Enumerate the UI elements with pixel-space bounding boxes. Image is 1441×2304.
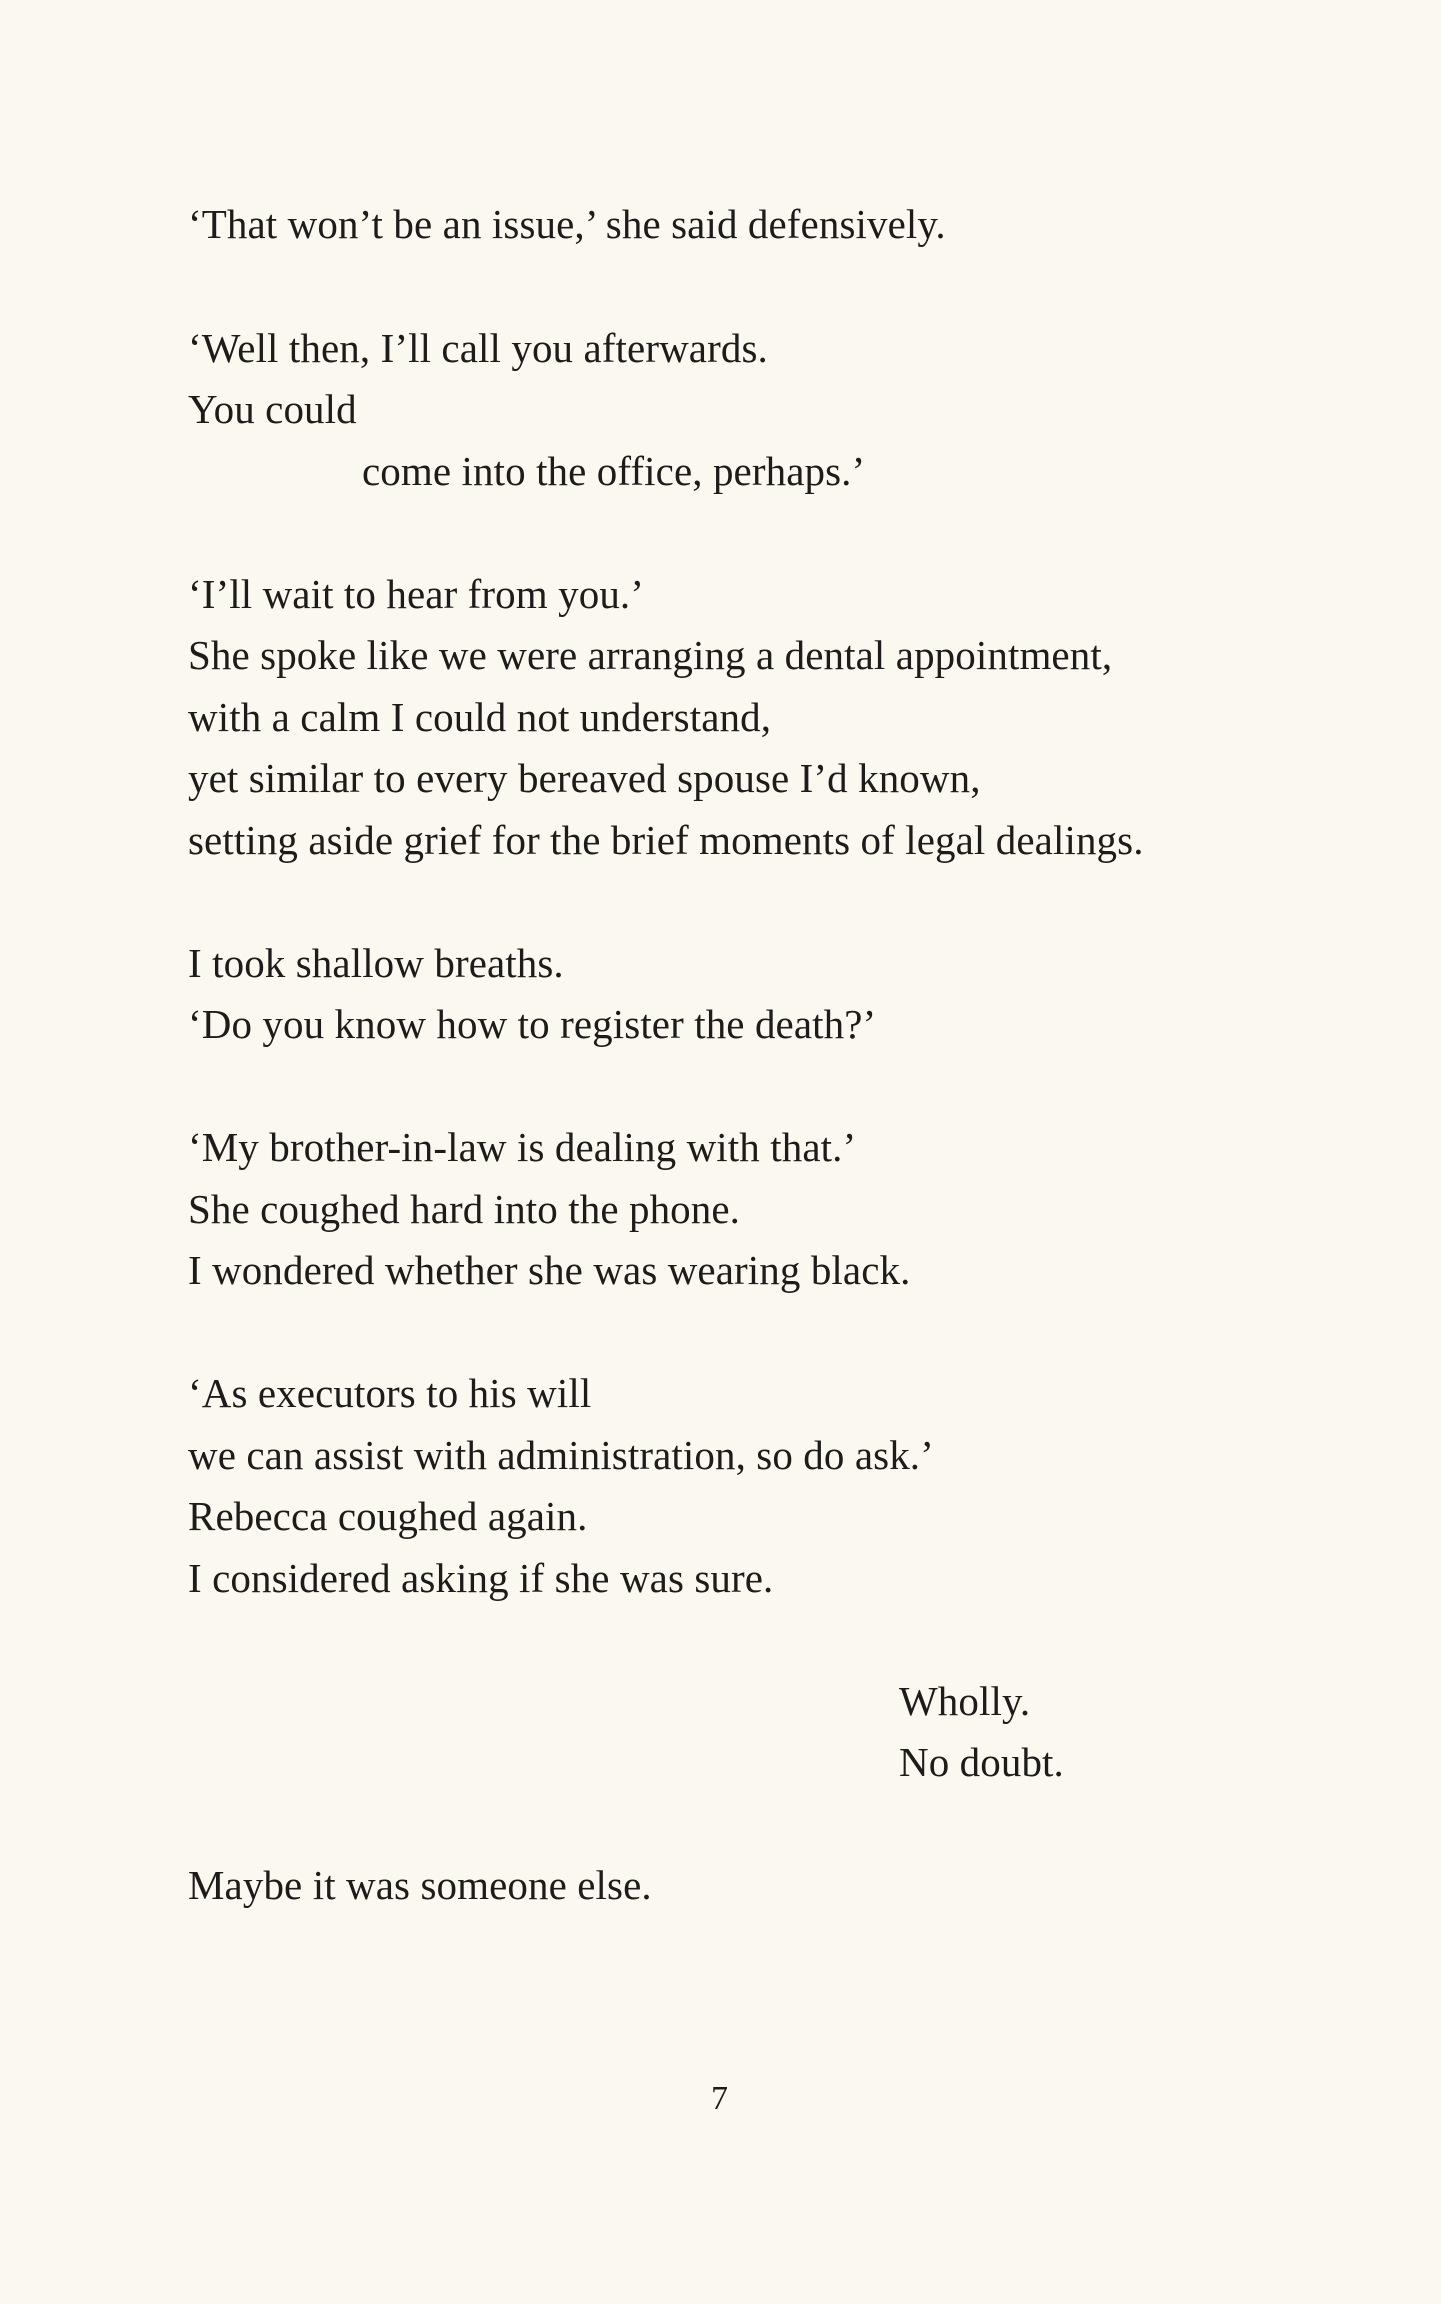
poem-line-right-indented: Wholly. <box>899 1678 1031 1724</box>
poem-line: ‘I’ll wait to hear from you.’ <box>188 571 645 617</box>
poem-line: Rebecca coughed again. <box>188 1493 588 1539</box>
page-number: 7 <box>711 2080 728 2117</box>
poem-line: Maybe it was someone else. <box>188 1862 652 1908</box>
poem-line: ‘Do you know how to register the death?’ <box>188 1001 877 1047</box>
poem-line: ‘Well then, I’ll call you afterwards. <box>188 325 768 371</box>
poem-line: setting aside grief for the brief moments of legal dealings. <box>188 817 1144 863</box>
poem-line: She spoke like we were arranging a dental appointment, <box>188 632 1113 678</box>
poem-line-indented: come into the office, perhaps.’ <box>362 448 866 494</box>
poem-line: we can assist with administration, so do ask.’ <box>188 1432 934 1478</box>
poem-line: ‘My brother-in-law is dealing with that.’ <box>188 1124 857 1170</box>
poem-line: I wondered whether she was wearing black. <box>188 1247 911 1293</box>
poem-line: I took shallow breaths. <box>188 940 564 986</box>
poem-line: ‘That won’t be an issue,’ she said defensively. <box>188 201 946 247</box>
poem-line: I considered asking if she was sure. <box>188 1555 774 1601</box>
poem-line: ‘As executors to his will <box>188 1370 592 1416</box>
poem-line: yet similar to every bereaved spouse I’d known, <box>188 755 981 801</box>
poem-line: You could <box>188 386 357 432</box>
poem-line-right-indented: No doubt. <box>899 1739 1064 1785</box>
poem-line: with a calm I could not understand, <box>188 694 772 740</box>
poem-line: She coughed hard into the phone. <box>188 1186 741 1232</box>
